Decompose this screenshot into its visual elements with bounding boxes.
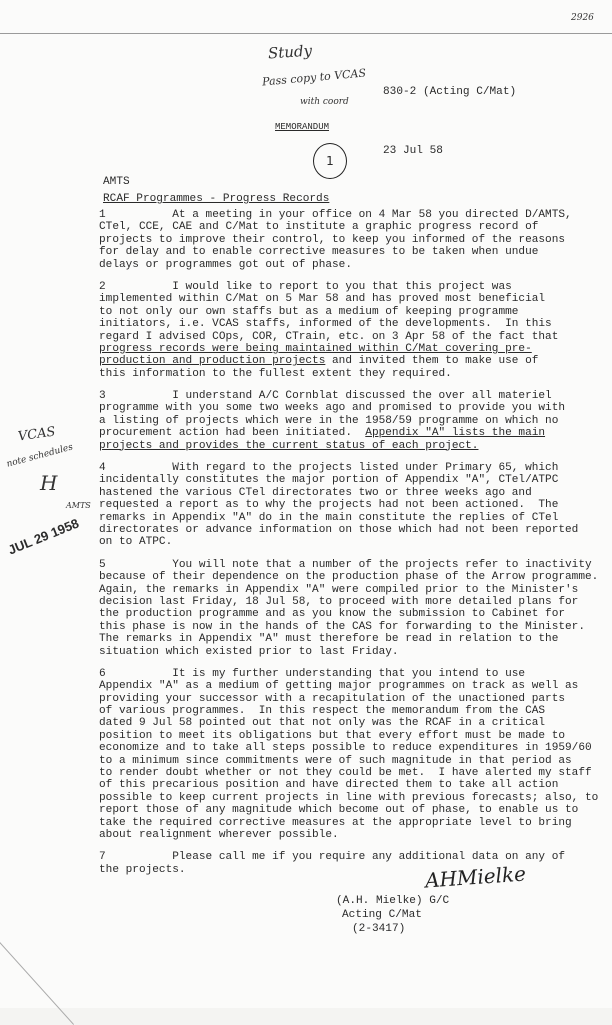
text-fragment: Please call me if you require any additional data on any of (105, 851, 566, 864)
enclosure-number-circle: 1 (313, 143, 347, 179)
text-line (99, 390, 598, 402)
document-type: MEMORANDUM (275, 122, 330, 132)
underlined-text: progress records were being maintained within C/Mat covering pre- (99, 342, 532, 355)
paragraph-number: 4 (99, 462, 106, 475)
signatory-name: (A.H. Mielke) G/C (336, 895, 450, 907)
text-line: for delay and to enable corrective measures to be taken when undue (99, 246, 539, 259)
text-line: implemented within C/Mat on 5 Mar 58 and has proved most beneficial (99, 293, 546, 306)
paragraph-number: 5 (99, 558, 106, 571)
paragraph-number: 3 (99, 390, 106, 403)
handwritten-note-line: Study (267, 41, 313, 63)
text-line: initiators, i.e. VCAS staffs, informed of the developments. In this (99, 318, 552, 331)
date-received-stamp: JUL 29 1958 (5, 515, 82, 558)
text-line: delays or programmes got out of phase. (99, 258, 352, 271)
text-line: possible to keep current projects in line with previous forecasts; also, to (99, 791, 599, 804)
handwritten-file-number: 2926 (571, 13, 594, 23)
text-line: decision last Friday, 18 Jul 58, to proceed with more detailed plans for (99, 595, 579, 608)
text-line: projects to improve their control, to keep you informed of the reasons (99, 233, 566, 246)
file-reference: 830-2 (Acting C/Mat) (383, 86, 517, 98)
text-line: to render doubt whether or not they could be met. I have alerted my staff (99, 767, 592, 780)
text-line (99, 355, 598, 367)
text-line: to a minimum since commitments were of such magnitude in that period as (99, 754, 572, 767)
signatory-phone: (2-3417) (352, 923, 406, 935)
handwritten-margin-initials: H (40, 471, 58, 495)
text-line: dated 9 Jul 58 pointed out that not only was the RCAF in a critical (99, 717, 546, 730)
text-line: because of their dependence on the production phase of the Arrow programme. (99, 571, 599, 584)
text-fragment: It is my further understanding that you intend to use (105, 667, 526, 680)
text-line: economize and to take all steps possible to reduce expenditures in 1959/60 (99, 742, 592, 755)
addressee: AMTS (103, 176, 130, 188)
text-line: situation which existed prior to last Friday. (99, 645, 399, 658)
text-fragment: At a meeting in your office on 4 Mar 58 you directed D/AMTS, (105, 209, 572, 221)
text-fragment: procurement action had been initiated. (99, 427, 366, 440)
handwritten-note-line: Pass copy to VCAS (261, 66, 367, 89)
paragraph-number: 1 (99, 209, 106, 221)
text-line (99, 281, 598, 293)
paragraph-number: 2 (99, 280, 106, 293)
handwritten-margin-note: VCAS (17, 424, 57, 445)
handwritten-note-line: with coord (300, 97, 349, 107)
text-line: CTel, CCE, CAE and C/Mat to institute a graphic progress record of (99, 221, 539, 234)
text-line: to not only our own staffs but as a medium of keeping programme (99, 305, 519, 318)
text-line: programme with you some two weeks ago and promised to provide you with (99, 402, 566, 415)
text-line: position to meet its obligations but that every effort must be made to (99, 729, 566, 742)
underlined-text: projects and provides the current status of each project. (99, 439, 479, 452)
memo-date: 23 Jul 58 (383, 145, 443, 157)
text-line: this information to the fullest extent they required. (99, 367, 452, 380)
text-line: the projects. (99, 863, 186, 876)
underlined-text: production and production projects (99, 355, 326, 368)
page-fold-line (0, 920, 74, 1025)
text-line: about realignment wherever possible. (99, 828, 339, 841)
text-line (99, 559, 598, 571)
underlined-text: Appendix "A" lists the main (365, 427, 546, 440)
text-line (99, 440, 598, 452)
text-line: incidentally constitutes the major portion of Appendix "A", CTel/ATPC (99, 474, 559, 487)
text-fragment: I understand A/C Cornblat discussed the over all materiel (105, 390, 552, 403)
paragraph-5 (99, 559, 598, 658)
handwritten-margin-note: note schedules (5, 442, 75, 470)
subject-line: RCAF Programmes - Progress Records (103, 193, 330, 205)
text-line: providing your successor with a recapitulation of the unactioned parts (99, 692, 566, 705)
text-fragment: You will note that a number of the projects refer to inactivity (105, 558, 592, 571)
text-line (99, 343, 598, 355)
text-line: directorates or advance information on those which had not been reported (99, 523, 579, 536)
text-line: of various programmes. In this respect the memorandum from the CAS (99, 705, 546, 718)
paragraph-1 (99, 209, 598, 271)
text-line (99, 209, 598, 221)
text-line: The remarks in Appendix "A" must therefore be read in relation to the (99, 633, 559, 646)
text-line (99, 427, 598, 439)
text-line: report those of any magnitude which become out of phase, to enable us to (99, 804, 579, 817)
text-line: this phase is now in the hands of the CAS for forwarding to the Minister. (99, 620, 585, 633)
signatory-title: Acting C/Mat (342, 909, 422, 921)
text-line: regard I advised COps, COR, CTrain, etc. on 3 Apr 58 of the fact that (99, 330, 559, 343)
text-line: of this precarious position and have directed them to take all action (99, 779, 559, 792)
paragraph-number: 6 (99, 667, 106, 680)
paragraph-number: 7 (99, 851, 106, 864)
paragraph-4 (99, 462, 598, 549)
text-line: remarks in Appendix "A" do in the main constitute the replies of CTel (99, 511, 559, 524)
text-line: on to ATPC. (99, 536, 173, 549)
text-line: take the required corrective measures at the appropriate level to bring (99, 816, 572, 829)
memo-body (99, 209, 598, 886)
text-fragment: I would like to report to you that this project was (105, 280, 512, 293)
paragraph-2 (99, 281, 598, 380)
handwritten-signature: AHMielke (424, 861, 527, 893)
page-edge-line (0, 33, 612, 34)
text-line: the production programme and as you know the submission to Cabinet for (99, 608, 566, 621)
paragraph-3 (99, 390, 598, 452)
text-line (99, 668, 598, 680)
text-fragment: With regard to the projects listed under Primary 65, which (105, 462, 559, 475)
text-line: hastened the various CTel directorates two or three weeks ago and (99, 486, 532, 499)
text-line (99, 462, 598, 474)
handwritten-margin-note: AMTS (66, 501, 91, 510)
text-line: Appendix "A" as a medium of getting major programmes on track as well as (99, 680, 579, 693)
paragraph-6 (99, 668, 598, 841)
text-line: Again, the remarks in Appendix "A" were compiled prior to the Minister's (99, 583, 579, 596)
text-fragment: and invited them to make use of (325, 355, 539, 368)
text-line: requested a report as to why the projects had not been actioned. The (99, 499, 559, 512)
text-line: a listing of projects which were in the 1958/59 programme on which no (99, 414, 559, 427)
